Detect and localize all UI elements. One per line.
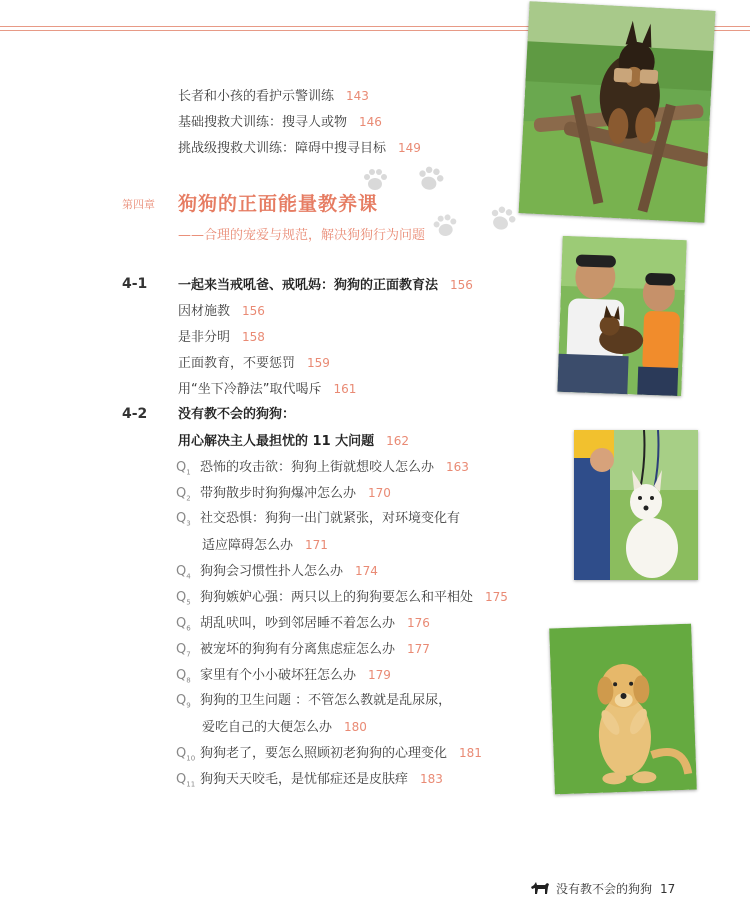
- question-text: 狗狗嫉妒心强：两只以上的狗狗要怎么和平相处: [200, 590, 474, 605]
- question-number: 1: [186, 468, 191, 477]
- question-marker: [176, 692, 190, 715]
- question-letter: Q: [176, 564, 187, 579]
- question-marker: [176, 510, 190, 533]
- toc-entry-text: 正面教育，不要惩罚: [178, 356, 296, 371]
- toc-page-number: 175: [485, 590, 508, 604]
- question-number: 5: [186, 598, 191, 607]
- photo-white-dog: [574, 430, 698, 580]
- question-item: [176, 770, 443, 794]
- toc-entry-text: 是非分明: [178, 330, 231, 345]
- question-text: 适应障碍怎么办: [202, 538, 294, 553]
- question-number: 7: [186, 650, 191, 659]
- question-number: 11: [186, 780, 196, 789]
- toc-page-number: 162: [386, 434, 410, 448]
- question-letter: Q: [176, 772, 187, 787]
- dog-silhouette-icon: [530, 881, 550, 895]
- question-text: 爱吃自己的大便怎么办: [202, 720, 333, 735]
- question-text: 狗狗的卫生问题 ：不管怎么教就是乱尿尿，: [200, 693, 452, 708]
- question-letter: Q: [176, 668, 187, 683]
- toc-page-number: 176: [407, 616, 430, 630]
- section-title-text: 用心解决主人最担忧的 11 大问题: [178, 434, 375, 449]
- question-letter: Q: [176, 642, 187, 657]
- page-footer: [530, 880, 675, 897]
- toc-page-number: 179: [368, 668, 391, 682]
- question-item: [176, 692, 451, 715]
- toc-page-number: 183: [420, 772, 443, 786]
- question-number: 10: [186, 754, 196, 763]
- question-item: [176, 614, 430, 638]
- question-marker: [176, 771, 196, 794]
- toc-page-number: 180: [344, 720, 367, 734]
- toc-entry: [178, 139, 421, 158]
- section-title: [178, 276, 473, 295]
- question-item: [176, 484, 391, 508]
- question-item-continuation: [202, 536, 328, 555]
- question-item: [176, 562, 378, 586]
- question-text: 带狗散步时狗狗爆冲怎么办: [200, 486, 357, 501]
- question-marker: [176, 485, 190, 508]
- question-marker: [176, 563, 190, 586]
- question-marker: [176, 615, 190, 638]
- question-number: 6: [186, 624, 191, 633]
- toc-page-number: 149: [398, 141, 421, 155]
- question-text: 社交恐惧：狗狗一出门就紧张，对环境变化有: [200, 511, 461, 526]
- toc-entry: [178, 328, 265, 347]
- question-item: [176, 640, 430, 664]
- footer-page-number: 17: [660, 882, 676, 896]
- question-letter: Q: [176, 511, 187, 526]
- question-text: 恐怖的攻击欲：狗狗上街就想咬人怎么办: [200, 460, 435, 475]
- question-letter: Q: [176, 486, 187, 501]
- question-text: 家里有个小小破坏狂怎么办: [200, 668, 357, 683]
- toc-page-number: 163: [446, 460, 469, 474]
- toc-entry-text: 用“坐下冷静法”取代喝斥: [178, 382, 322, 397]
- toc-entry: [178, 354, 330, 373]
- toc-page-number: 171: [305, 538, 328, 552]
- question-marker: [176, 459, 190, 482]
- question-number: 4: [186, 572, 191, 581]
- question-letter: Q: [176, 746, 187, 761]
- paw-icon: [362, 168, 388, 192]
- toc-entry: [178, 380, 356, 399]
- toc-page-number: 177: [407, 642, 430, 656]
- section-title: 没有教不会的狗狗：: [178, 407, 296, 422]
- toc-entry-text: 长者和小孩的看护示警训练: [178, 89, 335, 104]
- toc-entry-text: 因材施教: [178, 304, 231, 319]
- question-item: [176, 510, 460, 533]
- question-text: 狗狗老了，要怎么照顾初老狗狗的心理变化: [200, 746, 448, 761]
- question-letter: Q: [176, 460, 187, 475]
- toc-entry: [178, 113, 382, 132]
- photo-shepherd-jumping: [519, 1, 716, 222]
- toc-page-number: 161: [333, 382, 357, 396]
- question-letter: Q: [176, 693, 187, 708]
- question-text: 被宠坏的狗狗有分离焦虑症怎么办: [200, 642, 396, 657]
- toc-page-number: 156: [450, 278, 473, 292]
- question-number: 3: [186, 519, 191, 528]
- photo-man-boy-puppy: [557, 236, 686, 396]
- section-number: 4-2: [122, 406, 148, 422]
- toc-page-number: 170: [368, 486, 391, 500]
- toc-entry: [178, 302, 265, 321]
- question-number: 2: [186, 494, 191, 503]
- question-letter: Q: [176, 590, 187, 605]
- question-letter: Q: [176, 616, 187, 631]
- question-text: 狗狗会习惯性扑人怎么办: [200, 564, 344, 579]
- question-number: 9: [186, 701, 191, 710]
- toc-entry: [178, 87, 369, 106]
- question-marker: [176, 589, 190, 612]
- photo-golden-retriever: [549, 624, 697, 795]
- chapter-subtitle: ——合理的宠爱与规范，解决狗狗行为问题: [178, 228, 426, 243]
- question-item: [176, 588, 508, 612]
- toc-page-number: 159: [307, 356, 330, 370]
- paw-icon: [432, 214, 458, 238]
- section-title-text: 一起来当戒吼爸、戒吼妈：狗狗的正面教育法: [178, 278, 439, 293]
- toc-page-number: 158: [242, 330, 265, 344]
- question-item: [176, 458, 469, 482]
- section-title-line2: [178, 432, 409, 451]
- toc-page-number: 143: [346, 89, 369, 103]
- toc-page-number: 181: [459, 746, 482, 760]
- question-number: 8: [186, 676, 191, 685]
- question-item: [176, 744, 482, 768]
- toc-page-number: 174: [355, 564, 378, 578]
- toc-entry-text: 基础搜救犬训练：搜寻人或物: [178, 115, 348, 130]
- question-text: 胡乱吠叫，吵到邻居睡不着怎么办: [200, 616, 396, 631]
- question-marker: [176, 745, 196, 768]
- toc-entry-text: 挑战级搜救犬训练：障碍中搜寻目标: [178, 141, 387, 156]
- chapter-title: 狗狗的正面能量教养课: [178, 193, 379, 215]
- footer-book-title: 没有教不会的狗狗: [556, 882, 653, 896]
- toc-page-number: 156: [242, 304, 265, 318]
- question-item: [176, 666, 391, 690]
- question-marker: [176, 667, 190, 690]
- chapter-tag: 第四章: [122, 198, 155, 211]
- paw-icon: [488, 206, 516, 232]
- question-item-continuation: [202, 718, 367, 737]
- question-text: 狗狗天天咬毛，是忧郁症还是皮肤痒: [200, 772, 409, 787]
- question-marker: [176, 641, 190, 664]
- section-number: 4-1: [122, 276, 148, 292]
- toc-page-number: 146: [359, 115, 382, 129]
- paw-icon: [416, 166, 444, 192]
